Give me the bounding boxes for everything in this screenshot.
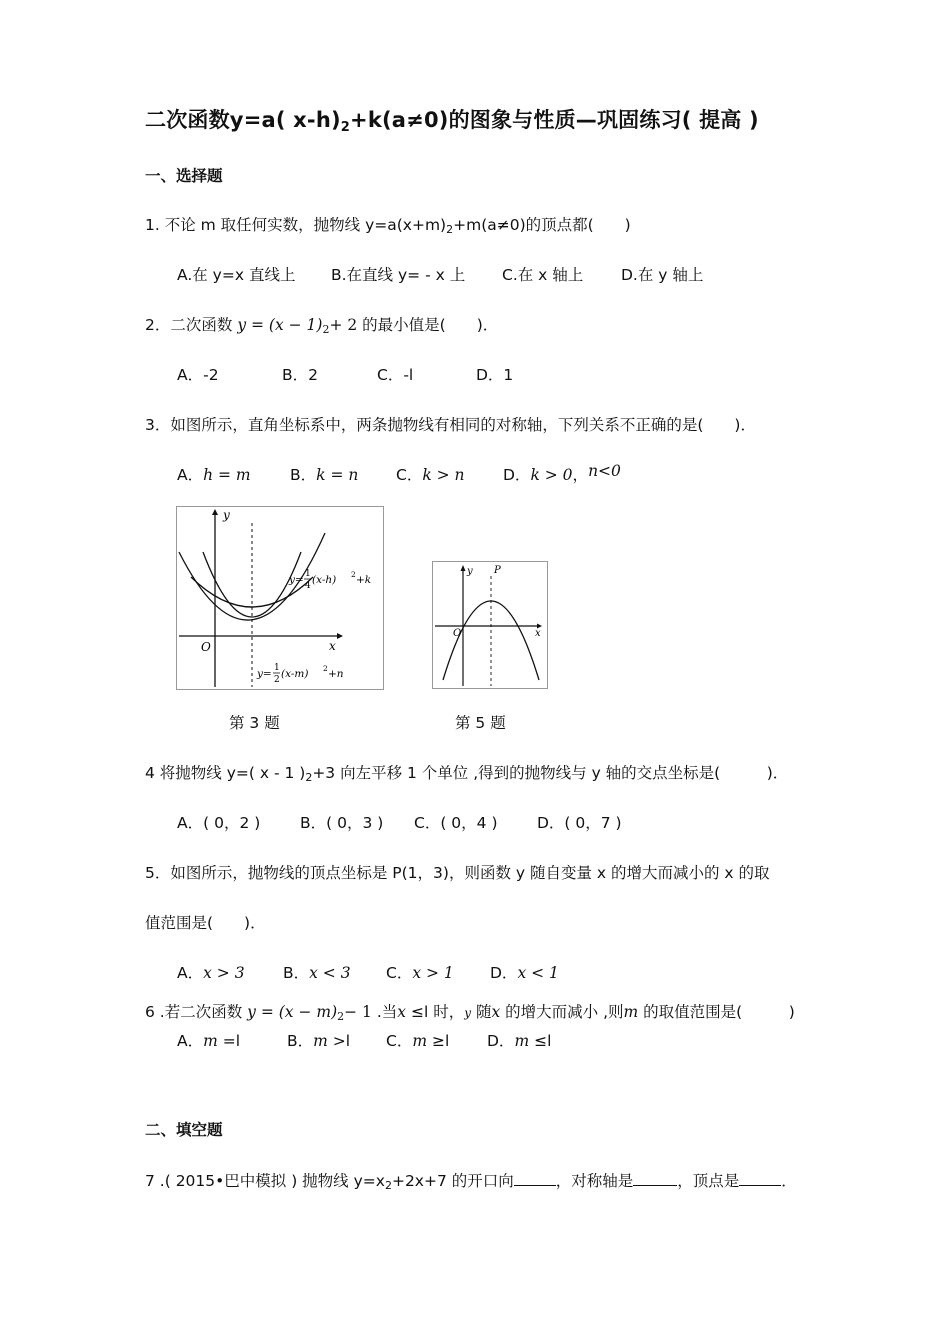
q7-text-d: ，顶点是	[677, 1172, 740, 1190]
q6-option-a	[177, 1029, 240, 1051]
q7-blank-direction[interactable]	[514, 1171, 556, 1186]
fig3-curve1-sq: 2	[351, 570, 356, 579]
q1-text-a: 1. 不论 m 取任何实数，抛物线 y=a(x+m)	[145, 216, 447, 234]
q6-option-b	[287, 1029, 350, 1051]
q3-option-b-math: k = n	[316, 466, 359, 484]
q5-option-d	[490, 961, 559, 983]
q6-text-4: 的增大而减小 ,则	[505, 1003, 624, 1021]
q7-blank-vertex[interactable]	[739, 1171, 781, 1186]
figure-3-caption: 第 3 题	[229, 714, 280, 732]
question-2	[145, 313, 498, 335]
q5-option-a-math: x > 3	[203, 964, 245, 982]
q5-option-a-label: A．	[177, 964, 204, 982]
fig5-y-label: y	[467, 566, 473, 577]
q3-option-c-math: k > n	[422, 466, 465, 484]
q5-option-c-math: x > 1	[412, 964, 454, 982]
fig3-y-label: y	[223, 508, 230, 522]
q1-option-b: B.在直线 y= - x 上	[331, 266, 466, 284]
title-subscript: 2	[340, 120, 351, 135]
q1-text-b: +m(a≠0)的顶点都( )	[453, 216, 631, 234]
figure-5-caption: 第 5 题	[455, 714, 506, 732]
fig3-curve2-num: 1	[274, 663, 280, 673]
q6-option-c-rel: ≥l	[431, 1032, 450, 1050]
q7-blank-axis[interactable]	[633, 1171, 677, 1186]
q6-option-a-rel: =l	[222, 1032, 241, 1050]
q7-text-a: 7 .( 2015•巴中模拟 ) 抛物线 y=x	[145, 1172, 385, 1190]
q5-option-b-math: x < 3	[309, 964, 351, 982]
figure-5-parabola	[432, 561, 548, 689]
section-heading-fill: 二、填空题	[145, 1121, 223, 1139]
fig3-curve2-label-c: +n	[328, 668, 344, 680]
q3-option-d	[503, 463, 621, 485]
q6-option-d-math: m	[514, 1032, 530, 1050]
q6-text-1: .当	[376, 1003, 398, 1021]
q3-option-c	[396, 463, 465, 485]
fig3-curve1-label-b: (x-h)	[312, 574, 337, 586]
q6-var-x: x	[397, 1003, 407, 1021]
q6-text-2: ≤l 时，	[410, 1003, 465, 1021]
q6-option-c	[386, 1029, 449, 1051]
q4-option-c: C．( 0，4 )	[414, 814, 498, 832]
q1-superscript: 2	[446, 223, 454, 236]
fig3-curve2-label-b: (x-m)	[281, 668, 309, 680]
q4-option-b: B．( 0，3 )	[300, 814, 384, 832]
q3-option-d-extra: n<0	[588, 462, 621, 480]
q2-suffix: 的最小值是( )．	[362, 316, 499, 334]
q6-option-d-label: D．	[487, 1032, 515, 1050]
q6-option-c-label: C．	[386, 1032, 413, 1050]
q1-option-d: D.在 y 轴上	[621, 266, 704, 284]
fig3-x-arrow	[337, 633, 343, 639]
q7-superscript: 2	[384, 1179, 392, 1192]
q6-option-b-math: m	[313, 1032, 328, 1050]
q6-var-x2: x	[491, 1003, 501, 1021]
page-title	[145, 104, 759, 134]
q6-option-a-label: A．	[177, 1032, 204, 1050]
q3-option-d-math: k > 0	[530, 466, 573, 484]
q1-option-a: A.在 y=x 直线上	[177, 266, 296, 284]
q5-option-d-label: D．	[490, 964, 518, 982]
q3-option-c-label: C．	[396, 466, 423, 484]
q5-option-d-math: x < 1	[517, 964, 559, 982]
q2-option-b: B．2	[282, 366, 318, 384]
question-7	[145, 1169, 797, 1191]
q6-formula-tail: − 1	[344, 1003, 372, 1021]
q3-option-b-label: B．	[290, 466, 317, 484]
q1-option-c: C.在 x 轴上	[502, 266, 584, 284]
question-3: 3．如图所示，直角坐标系中，两条抛物线有相同的对称轴，下列关系不正确的是( )．	[145, 416, 756, 434]
q4-option-a: A．( 0，2 )	[177, 814, 261, 832]
title-part-1: 二次函数y=a( x-h)	[145, 108, 341, 132]
q6-superscript: 2	[337, 1010, 345, 1023]
q2-formula-tail: + 2	[329, 316, 358, 334]
q6-var-y: y	[464, 1006, 471, 1020]
fig3-origin-label: O	[201, 640, 211, 654]
question-4	[145, 761, 788, 783]
q6-prefix: 6 .若二次函数	[145, 1003, 243, 1021]
q7-text-c: ，对称轴是	[555, 1172, 634, 1190]
q5-option-c	[386, 961, 454, 983]
q3-option-a	[177, 463, 251, 485]
fig3-curve1-label-a: y=	[289, 574, 304, 586]
question-6	[145, 1000, 795, 1022]
q4-text-a: 4 将抛物线 y=( x - 1 )	[145, 764, 306, 782]
q5-option-b	[283, 961, 351, 983]
q2-superscript: 2	[322, 323, 330, 336]
q7-text-b: +2x+7 的开口向	[391, 1172, 514, 1190]
section-heading-choice: 一、选择题	[145, 167, 223, 185]
q3-option-a-label: A．	[177, 466, 204, 484]
q5-option-b-label: B．	[283, 964, 310, 982]
q2-formula: y = (x − 1)	[237, 316, 323, 334]
q4-superscript: 2	[305, 771, 313, 784]
q3-option-a-math: h = m	[203, 466, 251, 484]
q6-text-3: 随	[475, 1003, 492, 1021]
question-5-line-1: 5．如图所示，抛物线的顶点坐标是 P(1，3)，则函数 y 随自变量 x 的增大而减小的 x 的取	[145, 864, 770, 882]
q4-text-b: +3 向左平移 1 个单位 ,得到的抛物线与 y 轴的交点坐标是( )．	[312, 764, 789, 782]
fig3-curve2-den: 2	[274, 675, 280, 685]
q3-option-b	[290, 463, 358, 485]
q6-option-b-rel: >l	[332, 1032, 351, 1050]
fig5-origin-label: O	[453, 628, 462, 639]
q6-option-c-math: m	[412, 1032, 428, 1050]
q6-formula: y = (x − m)	[247, 1003, 338, 1021]
question-1	[145, 213, 631, 235]
fig5-vertex-label: P	[494, 565, 501, 576]
fig3-curve1-num: 1	[305, 569, 311, 579]
q6-var-m: m	[623, 1003, 639, 1021]
q2-prefix: 2．二次函数	[145, 316, 233, 334]
fig3-curve1-label-c: +k	[356, 574, 372, 586]
q3-option-d-comma: ，	[572, 466, 589, 484]
q6-option-a-math: m	[203, 1032, 218, 1050]
fig5-x-label: x	[535, 628, 541, 639]
figure-3-parabolas	[176, 506, 384, 690]
q6-option-d-rel: ≤l	[534, 1032, 552, 1050]
q3-option-d-label: D．	[503, 466, 531, 484]
q5-option-a	[177, 961, 245, 983]
fig3-x-label: x	[329, 639, 336, 653]
title-part-2: +k(a≠0)的图象与性质—巩固练习( 提高 )	[350, 108, 759, 132]
q2-option-a: A．-2	[177, 366, 219, 384]
fig5-y-arrow	[461, 565, 466, 571]
q2-option-d: D．1	[476, 366, 514, 384]
fig3-curve2-label-a: y=	[257, 668, 272, 680]
q6-option-b-label: B．	[287, 1032, 314, 1050]
q7-text-e: ．	[781, 1172, 797, 1190]
fig3-y-arrow	[212, 509, 218, 515]
q5-option-c-label: C．	[386, 964, 413, 982]
q6-option-d	[487, 1029, 551, 1051]
q2-option-c: C．-l	[377, 366, 414, 384]
q6-text-5: 的取值范围是( )	[643, 1003, 795, 1021]
q4-option-d: D．( 0，7 )	[537, 814, 622, 832]
fig3-curve1-den: 4	[305, 581, 311, 591]
fig3-curve2-sq: 2	[323, 664, 328, 673]
question-5-line-2: 值范围是( )．	[145, 914, 266, 932]
